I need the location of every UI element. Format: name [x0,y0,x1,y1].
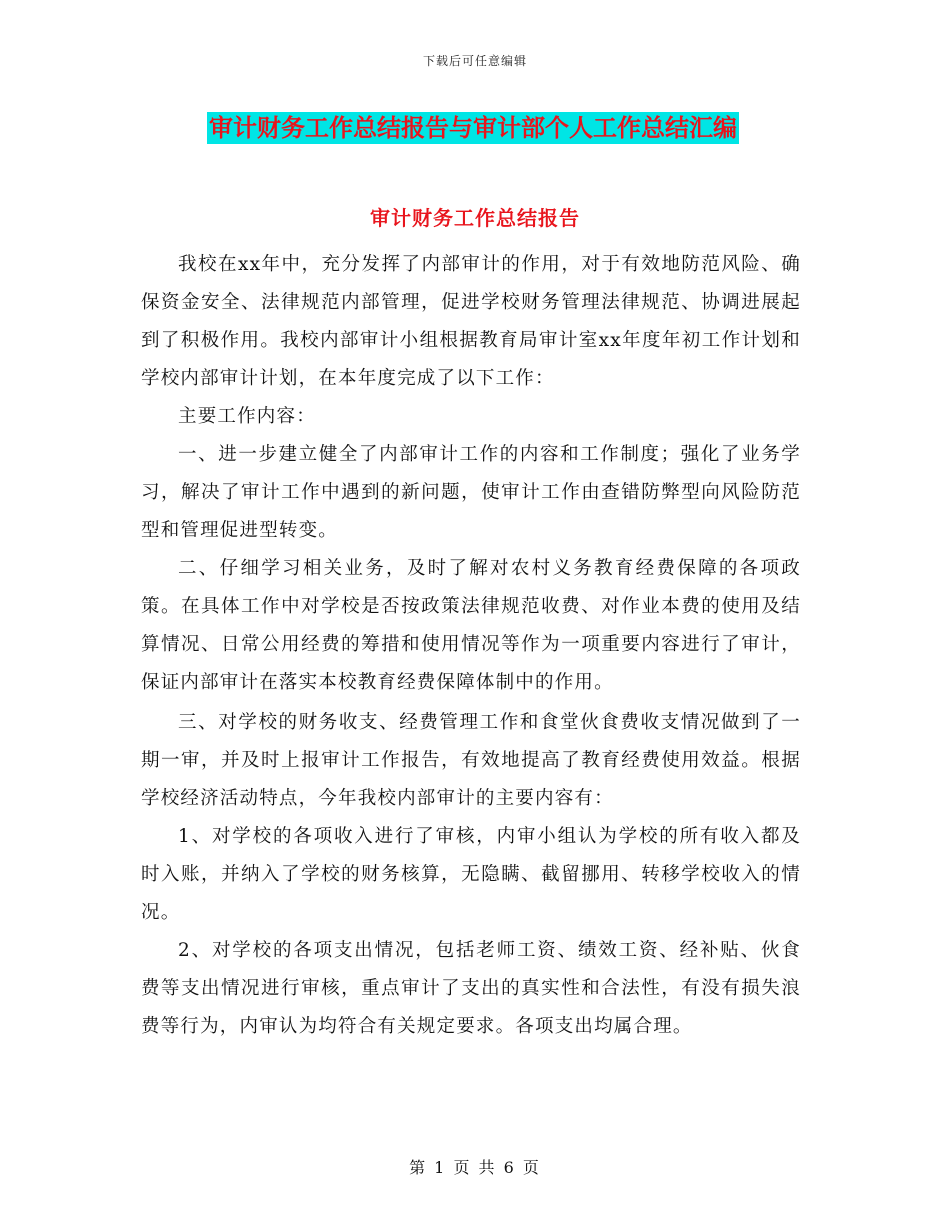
paragraph-item-three: 三、对学校的财务收支、经费管理工作和食堂伙食费收支情况做到了一期一审，并及时上报审计工作报告，有效地提高了教育经费使用效益。根据学校经济活动特点，今年我校内部审计的主要内容有： [141,712,801,809]
paragraph-item-two: 二、仔细学习相关业务，及时了解对农村义务教育经费保障的各项政策。在具体工作中对学校是否按政策法律规范收费、对作业本费的使用及结算情况、日常公用经费的筹措和使用情况等作为一项重要内容进行了审计，保证内部审计在落实本校教育经费保障体制中的作用。 [141,558,801,693]
section-title: 审计财务工作总结报告 [370,206,580,230]
paragraph-main-content-heading: 主要工作内容： [178,406,316,427]
page-number-footer: 第 1 页 共 6 页 [409,1158,541,1177]
paragraph-item-one: 一、进一步建立健全了内部审计工作的内容和工作制度；强化了业务学习，解决了审计工作中遇到的新问题，使审计工作由查错防弊型向风险防范型和管理促进型转变。 [141,444,801,541]
paragraph-expense-review: 2、对学校的各项支出情况，包括老师工资、绩效工资、经补贴、伙食费等支出情况进行审核，重点审计了支出的真实性和合法性，有没有损失浪费等行为，内审认为均符合有关规定要求。各项支出均属合理。 [141,940,801,1037]
header-note: 下载后可任意编辑 [422,54,527,68]
document-body [141,246,801,1046]
document-main-title: 审计财务工作总结报告与审计部个人工作总结汇编 [209,114,737,142]
paragraph-income-review: 1、对学校的各项收入进行了审核，内审小组认为学校的所有收入都及时入账，并纳入了学校的财务核算，无隐瞒、截留挪用、转移学校收入的情况。 [141,826,801,923]
paragraph-intro: 我校在xx年中，充分发挥了内部审计的作用，对于有效地防范风险、确保资金安全、法律规范内部管理，促进学校财务管理法律规范、协调进展起到了积极作用。我校内部审计小组根据教育局审计室xx年度年初工作计划和学校内部审计计划，在本年度完成了以下工作： [141,254,801,389]
